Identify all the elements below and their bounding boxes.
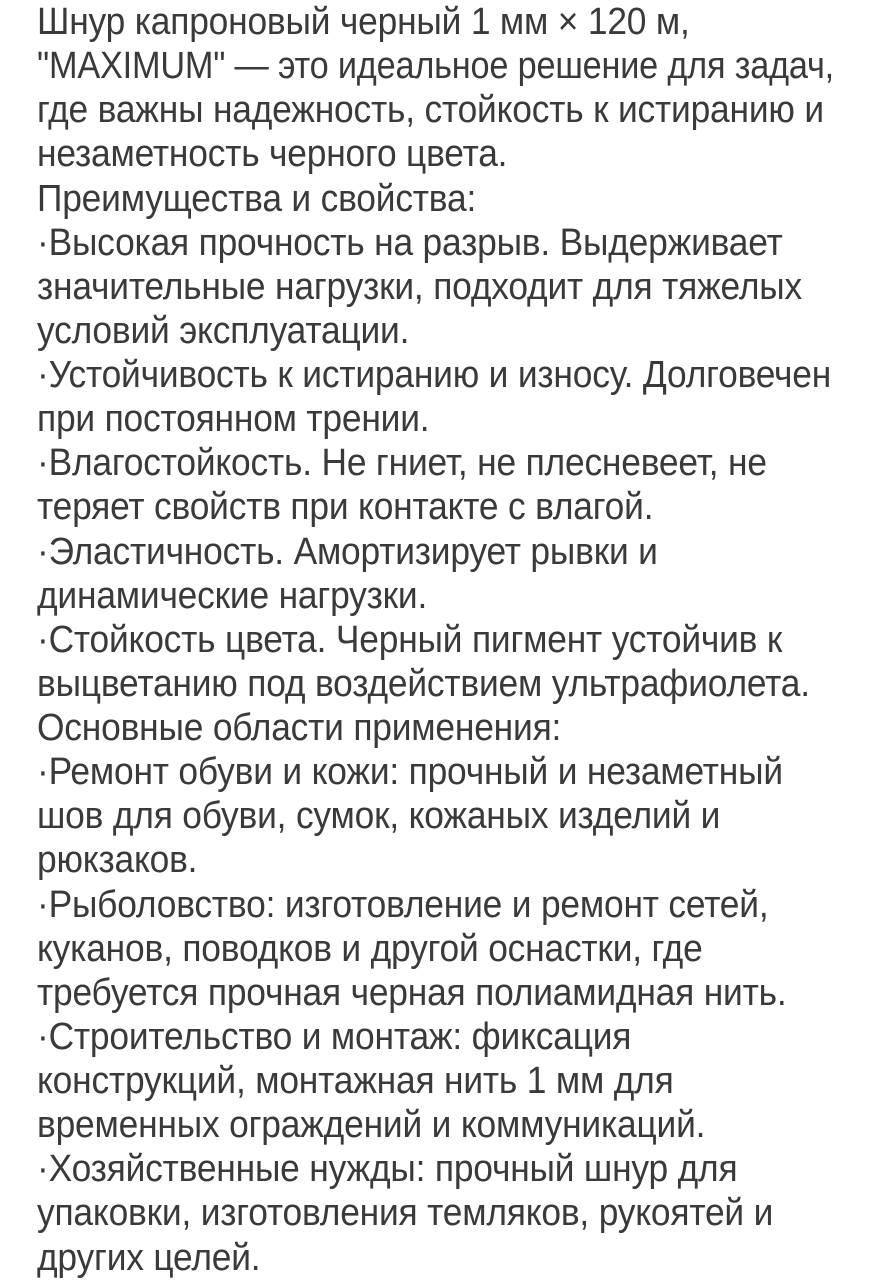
description-line — [37, 574, 837, 618]
description-line — [37, 485, 837, 529]
description-line-text: ·Строительство и монтаж: фиксация — [37, 1015, 632, 1058]
description-line — [37, 618, 837, 662]
description-line — [37, 1236, 837, 1280]
description-line-text: незаметность черного цвета. — [37, 133, 508, 176]
description-line-text: Преимущества и свойства: — [37, 177, 477, 220]
description-line — [37, 971, 837, 1015]
description-line — [37, 838, 837, 882]
description-line-text: куканов, поводков и другой оснастки, где — [37, 927, 703, 970]
description-line-text: условий эксплуатации. — [37, 309, 410, 352]
description-line-text: где важны надежность, стойкость к истиранию и — [37, 89, 824, 132]
description-line-text: значительные нагрузки, подходит для тяжелых — [37, 265, 802, 308]
description-line — [37, 1191, 837, 1235]
description-line-text: других целей. — [37, 1236, 261, 1279]
description-line — [37, 44, 837, 88]
description-line — [37, 706, 837, 750]
description-line-text: Основные области применения: — [37, 707, 562, 749]
description-line — [37, 397, 837, 441]
description-line-text: при постоянном трении. — [37, 398, 430, 441]
description-line-text: ·Высокая прочность на разрыв. Выдерживает — [37, 221, 783, 264]
description-line — [37, 883, 837, 927]
description-line — [37, 662, 837, 706]
description-line-text: динамические нагрузки. — [37, 574, 428, 617]
description-line-text: Шнур капроновый черный 1 мм × 120 м, — [37, 1, 690, 43]
description-line-text: рюкзаков. — [37, 839, 198, 882]
description-line — [37, 1059, 837, 1103]
description-line-text: ·Ремонт обуви и кожи: прочный и незаметный — [37, 751, 783, 794]
description-line — [37, 0, 837, 44]
description-line-text: требуется прочная черная полиамидная нить. — [37, 971, 787, 1014]
description-line — [37, 1103, 837, 1147]
description-line-text: временных ограждений и коммуникаций. — [37, 1104, 706, 1147]
description-line-text: теряет свойств при контакте с влагой. — [37, 486, 654, 529]
description-line-text: ·Влагостойкость. Не гниет, не плесневеет, не — [37, 442, 767, 485]
description-line — [37, 530, 837, 574]
description-line — [37, 1015, 837, 1059]
description-line — [37, 132, 837, 176]
description-line — [37, 441, 837, 485]
description-line — [37, 927, 837, 971]
description-line-text: конструкций, монтажная нить 1 мм для — [37, 1060, 674, 1102]
description-line — [37, 353, 837, 397]
description-line — [37, 265, 837, 309]
description-line — [37, 309, 837, 353]
description-line-text: ·Рыболовство: изготовление и ремонт сетей, — [37, 883, 769, 926]
description-line-text: ·Стойкость цвета. Черный пигмент устойчив к — [37, 618, 783, 661]
description-line — [37, 221, 837, 265]
description-line-text: упаковки, изготовления темляков, рукоятей и — [37, 1192, 774, 1235]
description-line — [37, 88, 837, 132]
description-line-text: шов для обуви, сумок, кожаных изделий и — [37, 795, 721, 838]
description-line-text: выцветанию под воздействием ультрафиолета. — [37, 662, 810, 705]
description-line — [37, 1147, 837, 1191]
description-line-text: ·Устойчивость к истиранию и износу. Долговечен — [37, 354, 832, 396]
description-line-text: ·Хозяйственные нужды: прочный шнур для — [37, 1148, 738, 1191]
description-line — [37, 794, 837, 838]
description-line-text: "MAXIMUM" — это идеальное решение для задач, — [37, 45, 835, 88]
description-line — [37, 750, 837, 794]
description-line-text: ·Эластичность. Амортизирует рывки и — [37, 530, 658, 573]
description-line — [37, 177, 837, 221]
